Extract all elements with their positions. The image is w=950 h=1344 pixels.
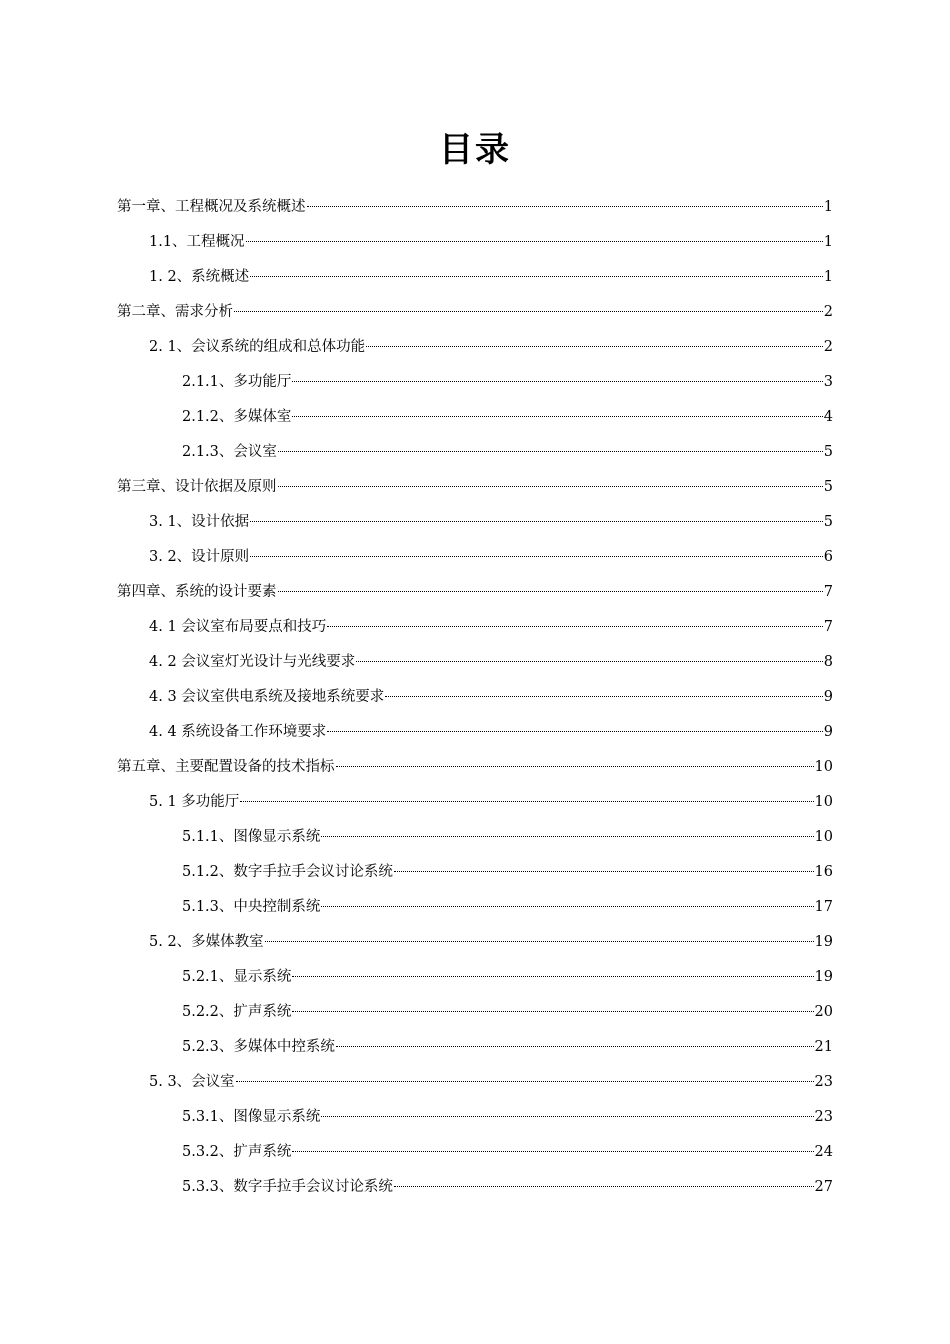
toc-entry-page-number: 6 [823, 549, 833, 565]
toc-dot-leader [240, 801, 813, 802]
toc-entry-page-number: 1 [823, 199, 833, 215]
toc-entry[interactable] [0, 890, 950, 925]
toc-dot-leader [321, 906, 813, 907]
toc-entry-label: 5.1.1、图像显示系统 [182, 829, 321, 845]
toc-entry-page-number: 27 [814, 1179, 833, 1195]
table-of-contents [0, 190, 950, 1205]
toc-entry[interactable] [0, 1030, 950, 1065]
toc-entry-label: 4. 1 会议室布局要点和技巧 [149, 619, 327, 635]
toc-entry[interactable] [0, 540, 950, 575]
toc-entry-page-number: 19 [814, 934, 833, 950]
toc-entry-page-number: 5 [823, 514, 833, 530]
toc-entry-page-number: 9 [823, 724, 833, 740]
toc-entry[interactable] [0, 960, 950, 995]
toc-entry-label: 5.1.3、中央控制系统 [182, 899, 321, 915]
toc-entry[interactable] [0, 995, 950, 1030]
toc-entry[interactable] [0, 575, 950, 610]
toc-entry[interactable] [0, 645, 950, 680]
toc-dot-leader [265, 941, 814, 942]
toc-entry-page-number: 5 [823, 444, 833, 460]
toc-dot-leader [336, 766, 814, 767]
toc-entry[interactable] [0, 225, 950, 260]
toc-entry-page-number: 19 [814, 969, 833, 985]
toc-entry-label: 1.1、工程概况 [149, 234, 245, 250]
toc-entry-page-number: 7 [823, 584, 833, 600]
toc-entry-label: 第五章、主要配置设备的技术指标 [117, 759, 335, 775]
toc-entry-label: 4. 2 会议室灯光设计与光线要求 [149, 654, 356, 670]
toc-entry-label: 2. 1、会议系统的组成和总体功能 [149, 339, 366, 355]
toc-entry-page-number: 4 [823, 409, 833, 425]
toc-entry-page-number: 2 [823, 304, 833, 320]
toc-entry-label: 3. 2、设计原则 [149, 549, 250, 565]
toc-dot-leader [327, 626, 822, 627]
toc-entry-label: 1. 2、系统概述 [149, 269, 250, 285]
toc-entry[interactable] [0, 435, 950, 470]
toc-entry-page-number: 2 [823, 339, 833, 355]
toc-dot-leader [278, 486, 823, 487]
toc-entry[interactable] [0, 820, 950, 855]
toc-entry[interactable] [0, 715, 950, 750]
toc-entry-label: 第一章、工程概况及系统概述 [117, 199, 306, 215]
toc-entry-page-number: 8 [823, 654, 833, 670]
toc-entry[interactable] [0, 1170, 950, 1205]
toc-dot-leader [327, 731, 822, 732]
toc-entry-label: 3. 1、设计依据 [149, 514, 250, 530]
toc-entry-page-number: 24 [814, 1144, 833, 1160]
toc-dot-leader [292, 1011, 813, 1012]
toc-entry[interactable] [0, 925, 950, 960]
toc-entry-page-number: 10 [814, 794, 833, 810]
toc-entry[interactable] [0, 785, 950, 820]
toc-entry-label: 5. 3、会议室 [149, 1074, 235, 1090]
toc-dot-leader [246, 241, 823, 242]
toc-entry-label: 5.3.2、扩声系统 [182, 1144, 292, 1160]
toc-entry-label: 5.3.1、图像显示系统 [182, 1109, 321, 1125]
toc-dot-leader [321, 836, 813, 837]
toc-dot-leader [292, 381, 822, 382]
toc-dot-leader [336, 1046, 814, 1047]
toc-entry-page-number: 3 [823, 374, 833, 390]
toc-dot-leader [292, 1151, 813, 1152]
toc-entry-label: 第二章、需求分析 [117, 304, 233, 320]
toc-entry[interactable] [0, 260, 950, 295]
toc-dot-leader [356, 661, 822, 662]
toc-dot-leader [278, 451, 823, 452]
page-title: 目录 [439, 130, 511, 170]
toc-dot-leader [292, 976, 813, 977]
toc-entry-page-number: 7 [823, 619, 833, 635]
toc-entry[interactable] [0, 330, 950, 365]
toc-dot-leader [250, 276, 823, 277]
toc-dot-leader [250, 556, 823, 557]
toc-entry[interactable] [0, 190, 950, 225]
toc-entry[interactable] [0, 365, 950, 400]
toc-entry[interactable] [0, 470, 950, 505]
toc-entry-label: 2.1.2、多媒体室 [182, 409, 292, 425]
toc-entry-page-number: 10 [814, 829, 833, 845]
toc-entry-label: 5.2.2、扩声系统 [182, 1004, 292, 1020]
toc-entry[interactable] [0, 295, 950, 330]
toc-entry-label: 5.1.2、数字手拉手会议讨论系统 [182, 864, 393, 880]
toc-entry[interactable] [0, 505, 950, 540]
toc-entry-label: 5.2.1、显示系统 [182, 969, 292, 985]
toc-entry-page-number: 1 [823, 269, 833, 285]
toc-entry-page-number: 9 [823, 689, 833, 705]
toc-entry-label: 5. 1 多功能厅 [149, 794, 240, 810]
toc-entry-label: 4. 4 系统设备工作环境要求 [149, 724, 327, 740]
toc-entry[interactable] [0, 1135, 950, 1170]
toc-entry-page-number: 1 [823, 234, 833, 250]
toc-dot-leader [321, 1116, 813, 1117]
toc-entry-page-number: 20 [814, 1004, 833, 1020]
toc-entry-page-number: 10 [814, 759, 833, 775]
toc-entry-page-number: 5 [823, 479, 833, 495]
toc-entry[interactable] [0, 855, 950, 890]
toc-dot-leader [278, 591, 823, 592]
toc-entry[interactable] [0, 750, 950, 785]
toc-dot-leader [234, 311, 823, 312]
toc-entry-label: 4. 3 会议室供电系统及接地系统要求 [149, 689, 385, 705]
toc-dot-leader [366, 346, 823, 347]
toc-entry-page-number: 16 [814, 864, 833, 880]
toc-dot-leader [385, 696, 822, 697]
toc-dot-leader [236, 1081, 814, 1082]
toc-entry-label: 第三章、设计依据及原则 [117, 479, 277, 495]
toc-entry-label: 第四章、系统的设计要素 [117, 584, 277, 600]
toc-entry[interactable] [0, 610, 950, 645]
toc-entry-label: 5. 2、多媒体教室 [149, 934, 264, 950]
toc-dot-leader [307, 206, 823, 207]
toc-entry[interactable] [0, 400, 950, 435]
toc-entry-page-number: 23 [814, 1109, 833, 1125]
toc-dot-leader [394, 1186, 814, 1187]
toc-entry-label: 2.1.1、多功能厅 [182, 374, 292, 390]
toc-entry[interactable] [0, 1065, 950, 1100]
toc-entry-label: 5.3.3、数字手拉手会议讨论系统 [182, 1179, 393, 1195]
toc-entry-page-number: 21 [814, 1039, 833, 1055]
toc-entry-label: 2.1.3、会议室 [182, 444, 277, 460]
toc-dot-leader [250, 521, 823, 522]
toc-entry-label: 5.2.3、多媒体中控系统 [182, 1039, 335, 1055]
toc-dot-leader [394, 871, 814, 872]
toc-entry-page-number: 23 [814, 1074, 833, 1090]
toc-entry[interactable] [0, 680, 950, 715]
toc-dot-leader [292, 416, 822, 417]
toc-entry[interactable] [0, 1100, 950, 1135]
toc-entry-page-number: 17 [814, 899, 833, 915]
